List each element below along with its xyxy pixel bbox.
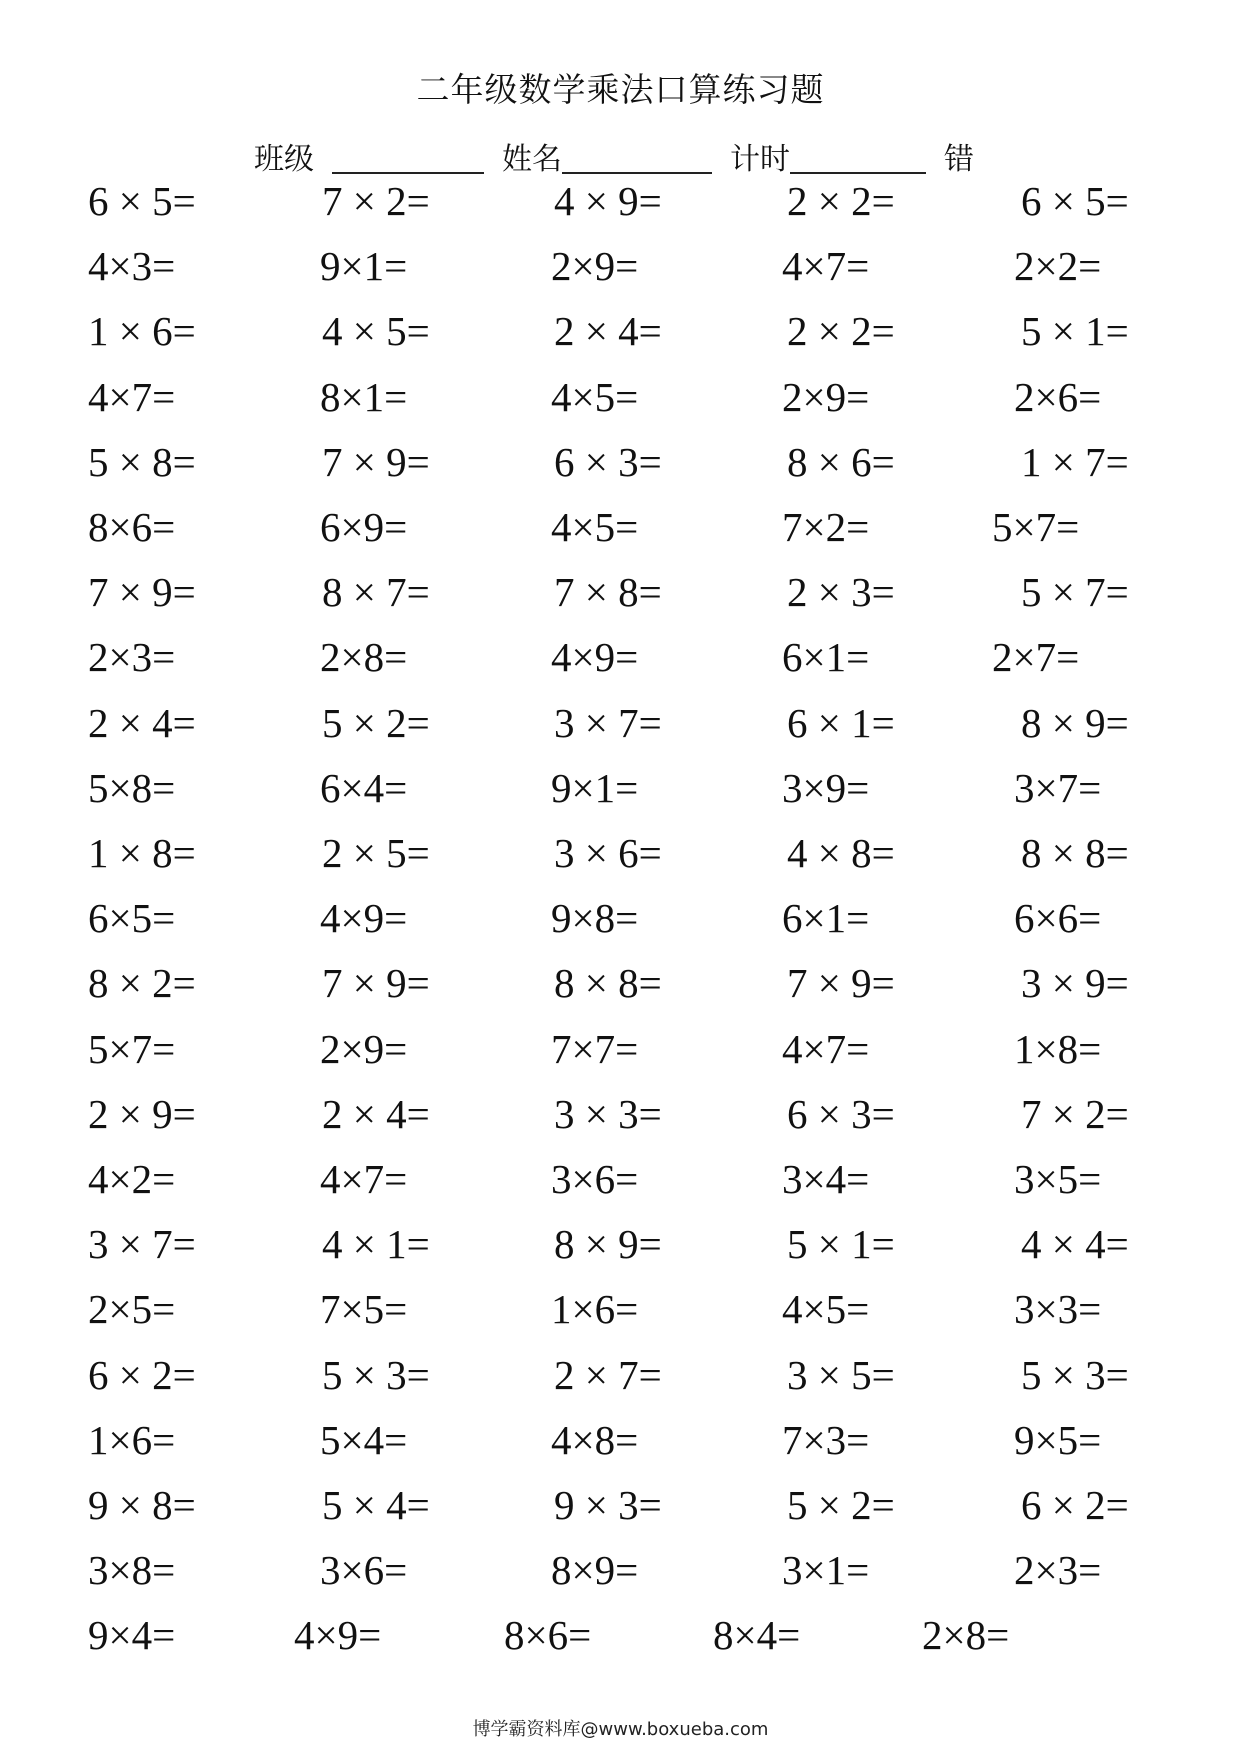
problem-cell[interactable]: 2 × 9= [88, 1090, 196, 1137]
problem-cell[interactable]: 6 × 3= [787, 1090, 895, 1137]
problem-cell[interactable]: 4×7= [782, 1025, 870, 1072]
problem-cell[interactable]: 7 × 9= [787, 960, 895, 1007]
problem-cell[interactable]: 4 × 5= [322, 308, 430, 355]
problem-cell[interactable]: 6 × 1= [787, 699, 895, 746]
errors-label: 错 [944, 142, 974, 177]
problem-cell[interactable]: 7×2= [782, 504, 870, 550]
problem-cell[interactable]: 7 × 2= [322, 178, 430, 224]
problem-cell[interactable]: 7×5= [320, 1286, 408, 1333]
problem-cell[interactable]: 3 × 5= [787, 1351, 895, 1398]
problem-cell[interactable]: 2×7= [992, 634, 1080, 681]
problem-cell[interactable]: 2×9= [551, 243, 639, 290]
problem-cell[interactable]: 5 × 2= [787, 1482, 895, 1528]
problem-cell[interactable]: 7 × 8= [554, 569, 662, 616]
problem-cell[interactable]: 3×1= [782, 1547, 870, 1594]
problem-cell[interactable]: 8 × 8= [1021, 830, 1129, 876]
problem-cell[interactable]: 7×7= [551, 1025, 639, 1072]
problem-cell[interactable]: 6 × 2= [1021, 1482, 1129, 1528]
problem-cell[interactable]: 2×5= [88, 1286, 176, 1333]
problem-cell[interactable]: 9×1= [551, 764, 639, 811]
problem-cell[interactable]: 1 × 7= [1021, 438, 1129, 485]
problem-cell[interactable]: 6 × 3= [554, 438, 662, 485]
problem-cell[interactable]: 4×7= [320, 1156, 408, 1202]
problem-cell[interactable]: 4×9= [320, 895, 408, 942]
problem-cell[interactable]: 2 × 4= [322, 1090, 430, 1137]
problem-cell[interactable]: 9×5= [1014, 1416, 1102, 1463]
problem-cell[interactable]: 9×4= [88, 1612, 176, 1659]
problem-cell[interactable]: 6×9= [320, 504, 408, 550]
problem-cell[interactable]: 8×9= [551, 1547, 639, 1594]
problem-cell[interactable]: 7 × 9= [322, 438, 430, 485]
problem-cell[interactable]: 6 × 2= [88, 1351, 196, 1398]
problem-cell[interactable]: 4×3= [88, 243, 176, 290]
problem-cell[interactable]: 4 × 4= [1021, 1221, 1129, 1268]
problem-cell[interactable]: 2×3= [88, 634, 176, 681]
problem-cell[interactable]: 7×3= [782, 1416, 870, 1463]
problem-cell[interactable]: 6×4= [320, 764, 408, 811]
problem-cell[interactable]: 4×7= [88, 373, 176, 420]
problem-cell[interactable]: 4×5= [782, 1286, 870, 1333]
problem-cell[interactable]: 2×2= [1014, 243, 1102, 290]
problem-cell[interactable]: 5 × 2= [322, 699, 430, 746]
problem-cell[interactable]: 2×6= [1014, 373, 1102, 420]
problem-cell[interactable]: 8×6= [88, 504, 176, 550]
problem-cell[interactable]: 5×8= [88, 764, 176, 811]
problem-cell[interactable]: 2 × 2= [787, 308, 895, 355]
problem-cell[interactable]: 3×9= [782, 764, 870, 811]
problem-cell[interactable]: 3×3= [1014, 1286, 1102, 1333]
problem-cell[interactable]: 3 × 6= [554, 830, 662, 876]
problem-cell[interactable]: 2 × 2= [787, 178, 895, 224]
problem-cell[interactable]: 5×7= [88, 1025, 176, 1072]
problem-cell[interactable]: 3 × 3= [554, 1090, 662, 1137]
problem-cell[interactable]: 3 × 7= [88, 1221, 196, 1268]
time-label: 计时 [730, 142, 790, 177]
problem-cell[interactable]: 1×8= [1014, 1025, 1102, 1072]
problem-cell[interactable]: 5 × 3= [322, 1351, 430, 1398]
problem-cell[interactable]: 3×5= [1014, 1156, 1102, 1202]
problem-cell[interactable]: 3×6= [320, 1547, 408, 1594]
problem-cell[interactable]: 6×1= [782, 634, 870, 681]
problem-cell[interactable]: 5 × 1= [787, 1221, 895, 1268]
problem-cell[interactable]: 2 × 5= [322, 830, 430, 876]
problem-cell[interactable]: 3×6= [551, 1156, 639, 1202]
problem-cell[interactable]: 3 × 9= [1021, 960, 1129, 1007]
problem-cell[interactable]: 4 × 8= [787, 830, 895, 876]
problem-cell[interactable]: 9 × 8= [88, 1482, 196, 1528]
problem-cell[interactable]: 8×1= [320, 373, 408, 420]
problem-cell[interactable]: 5 × 1= [1021, 308, 1129, 355]
problem-cell[interactable]: 2 × 4= [88, 699, 196, 746]
problem-cell[interactable]: 1 × 8= [88, 830, 196, 876]
problem-cell[interactable]: 8 × 9= [554, 1221, 662, 1268]
problem-cell[interactable]: 2 × 7= [554, 1351, 662, 1398]
footer-watermark: 博学霸资料库@www.boxueba.com [472, 1719, 769, 1740]
problem-cell[interactable]: 1 × 6= [88, 308, 196, 355]
problem-cell[interactable]: 2×9= [782, 373, 870, 420]
problem-cell[interactable]: 9×8= [551, 895, 639, 942]
problem-cell[interactable]: 6×1= [782, 895, 870, 942]
problem-cell[interactable]: 8 × 8= [554, 960, 662, 1007]
problem-cell[interactable]: 2×8= [320, 634, 408, 681]
problem-cell[interactable]: 4×9= [551, 634, 639, 681]
problem-cell[interactable]: 2×9= [320, 1025, 408, 1072]
problem-cell[interactable]: 6 × 5= [88, 178, 196, 224]
problem-cell[interactable]: 3×7= [1014, 764, 1102, 811]
problem-cell[interactable]: 7 × 9= [322, 960, 430, 1007]
problem-cell[interactable]: 8×6= [504, 1612, 592, 1659]
name-label: 姓名 [502, 142, 562, 177]
problem-cell[interactable]: 8 × 2= [88, 960, 196, 1007]
problem-cell[interactable]: 6×5= [88, 895, 176, 942]
problem-cell[interactable]: 6×6= [1014, 895, 1102, 942]
problem-cell[interactable]: 4×8= [551, 1416, 639, 1463]
problem-cell[interactable]: 8 × 9= [1021, 699, 1129, 746]
problem-cell[interactable]: 4×2= [88, 1156, 176, 1202]
problem-cell[interactable]: 7 × 2= [1021, 1090, 1129, 1137]
problem-cell[interactable]: 4×7= [782, 243, 870, 290]
problem-cell[interactable]: 5 × 8= [88, 438, 196, 485]
problem-cell[interactable]: 5×7= [992, 504, 1080, 550]
problem-cell[interactable]: 4×5= [551, 504, 639, 550]
class-label: 班级 [254, 142, 314, 177]
problem-cell[interactable]: 3×8= [88, 1547, 176, 1594]
problem-cell[interactable]: 5×4= [320, 1416, 408, 1463]
problem-cell[interactable]: 2 × 4= [554, 308, 662, 355]
problem-cell[interactable]: 4×9= [294, 1612, 382, 1659]
problem-cell[interactable]: 9×1= [320, 243, 408, 290]
problem-cell[interactable]: 4×5= [551, 373, 639, 420]
problem-cell[interactable]: 1×6= [88, 1416, 176, 1463]
problem-cell[interactable]: 5 × 4= [322, 1482, 430, 1528]
problem-cell[interactable]: 8 × 7= [322, 569, 430, 616]
problem-cell[interactable]: 2×8= [922, 1612, 1010, 1659]
problem-cell[interactable]: 2×3= [1014, 1547, 1102, 1594]
page-title: 二年级数学乘法口算练习题 [416, 70, 825, 109]
problem-cell[interactable]: 6 × 5= [1021, 178, 1129, 224]
problem-cell[interactable]: 3 × 7= [554, 699, 662, 746]
problem-cell[interactable]: 2 × 3= [787, 569, 895, 616]
problem-cell[interactable]: 4 × 9= [554, 178, 662, 224]
problem-cell[interactable]: 3×4= [782, 1156, 870, 1202]
problem-cell[interactable]: 5 × 3= [1021, 1351, 1129, 1398]
problem-cell[interactable]: 8 × 6= [787, 438, 895, 485]
problem-cell[interactable]: 7 × 9= [88, 569, 196, 616]
problem-cell[interactable]: 4 × 1= [322, 1221, 430, 1268]
problem-cell[interactable]: 5 × 7= [1021, 569, 1129, 616]
problem-cell[interactable]: 8×4= [713, 1612, 801, 1659]
problem-cell[interactable]: 9 × 3= [554, 1482, 662, 1528]
problem-cell[interactable]: 1×6= [551, 1286, 639, 1333]
